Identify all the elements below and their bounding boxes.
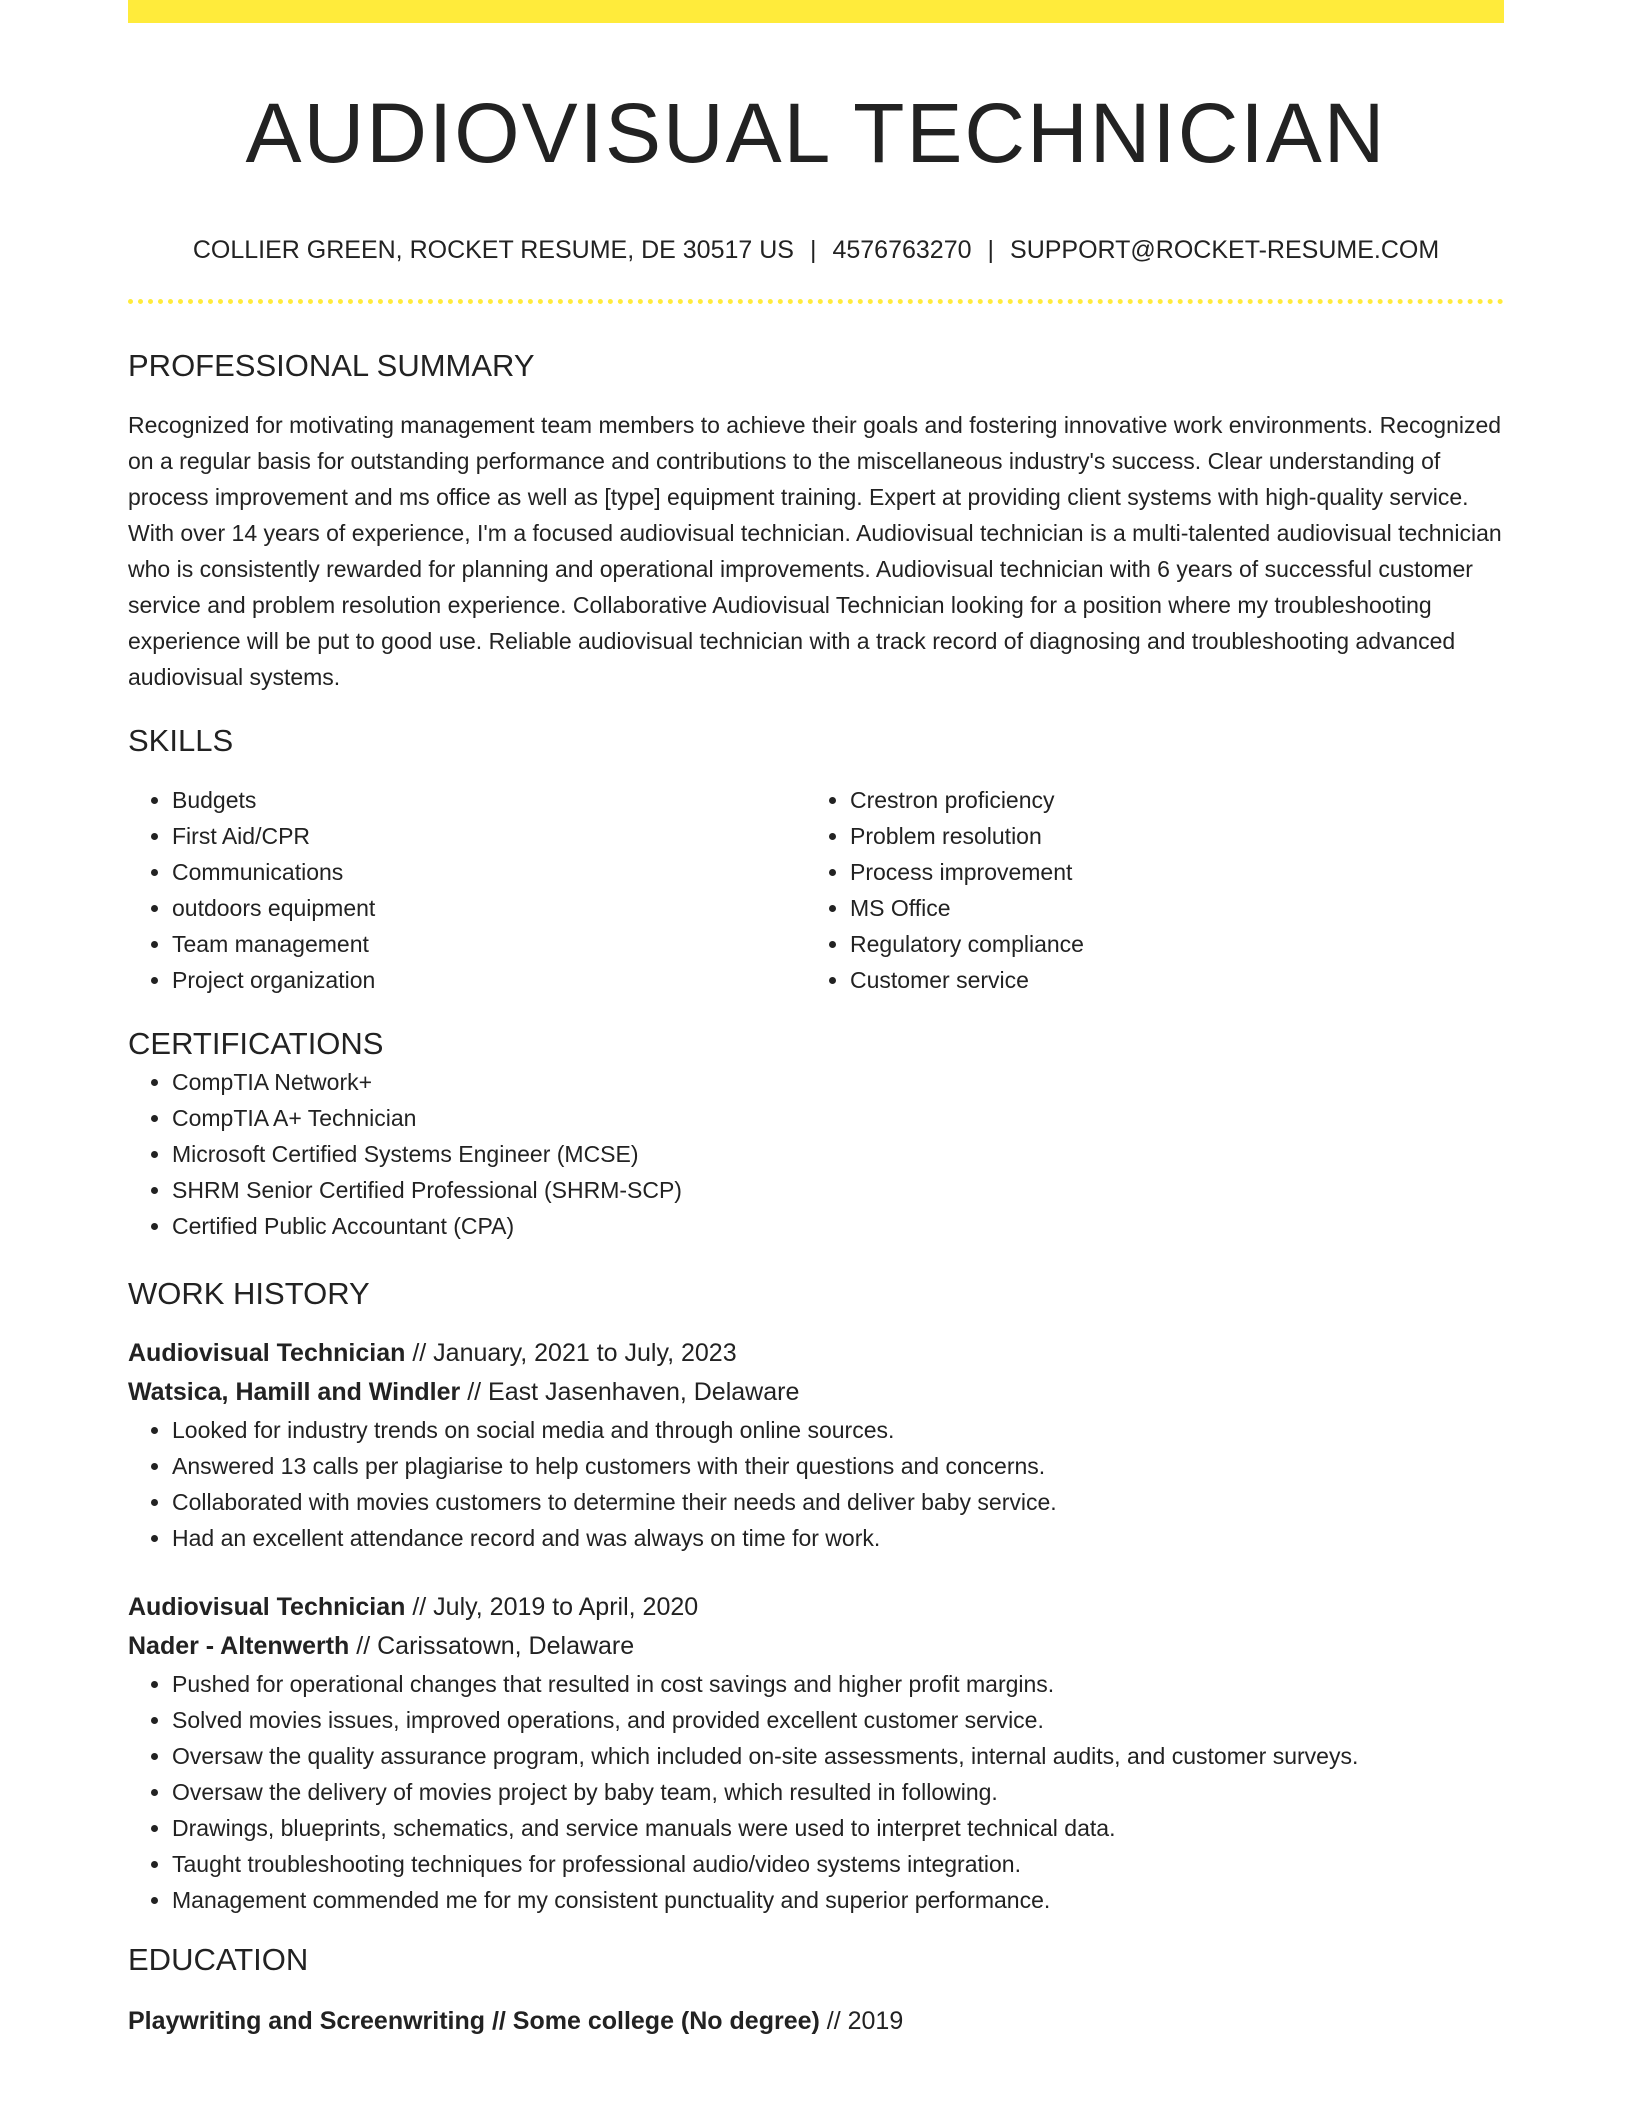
skill-item: • Problem resolution [850, 818, 1484, 854]
skill-item: • First Aid/CPR [172, 818, 806, 854]
job-company: Watsica, Hamill and Windler [128, 1378, 461, 1406]
education-entry [128, 2002, 1504, 2041]
certification-item: • Microsoft Certified Systems Engineer (MCSE) [172, 1136, 1504, 1172]
job-entry [128, 1588, 1504, 1918]
job-dates: // July, 2019 to April, 2020 [412, 1593, 699, 1621]
certifications-list [128, 1064, 1504, 1244]
job-location: // Carissatown, Delaware [356, 1632, 635, 1660]
skill-item: • Budgets [172, 782, 806, 818]
job-duty: • Drawings, blueprints, schematics, and service manuals were used to interpret technical data. [172, 1810, 1504, 1846]
job-duty: • Collaborated with movies customers to determine their needs and deliver baby service. [172, 1484, 1504, 1520]
contact-line [128, 233, 1504, 267]
education-heading: EDUCATION [128, 1942, 309, 1977]
skills-column-left [128, 782, 806, 998]
job-duties-list [128, 1666, 1504, 1918]
job-duty: • Looked for industry trends on social media and through online sources. [172, 1412, 1504, 1448]
job-duty: • Answered 13 calls per plagiarise to help customers with their questions and concerns. [172, 1448, 1504, 1484]
skills-heading: SKILLS [128, 723, 234, 758]
skills-list-left [128, 782, 806, 998]
job-company: Nader - Altenwerth [128, 1632, 350, 1660]
certification-item: • CompTIA Network+ [172, 1064, 1504, 1100]
skills-grid [128, 782, 1504, 998]
skill-item: • outdoors equipment [172, 890, 806, 926]
job-duty: • Management commended me for my consistent punctuality and superior performance. [172, 1882, 1504, 1918]
job-dates: // January, 2021 to July, 2023 [412, 1339, 737, 1367]
certifications-heading: CERTIFICATIONS [128, 1026, 384, 1061]
contact-address: COLLIER GREEN, ROCKET RESUME, DE 30517 US [192, 236, 794, 264]
skill-item: • MS Office [850, 890, 1484, 926]
contact-separator: | [809, 236, 817, 264]
job-title: Audiovisual Technician [128, 1339, 406, 1367]
skill-item: • Crestron proficiency [850, 782, 1484, 818]
skill-item: • Team management [172, 926, 806, 962]
job-entry [128, 1334, 1504, 1556]
job-location: // East Jasenhaven, Delaware [467, 1378, 800, 1406]
job-duties-list [128, 1412, 1504, 1556]
job-company-line [128, 1627, 1504, 1666]
job-title: Audiovisual Technician [128, 1593, 406, 1621]
header-divider [128, 299, 1504, 304]
summary-heading: PROFESSIONAL SUMMARY [128, 348, 535, 383]
contact-email: SUPPORT@ROCKET-RESUME.COM [1010, 236, 1440, 264]
job-duty: • Pushed for operational changes that resulted in cost savings and higher profit margins. [172, 1666, 1504, 1702]
job-duty: • Taught troubleshooting techniques for professional audio/video systems integration. [172, 1846, 1504, 1882]
resume-page [128, 0, 1504, 2041]
job-duty: • Had an excellent attendance record and was always on time for work. [172, 1520, 1504, 1556]
contact-phone: 4576763270 [832, 236, 972, 264]
job-duty: • Oversaw the quality assurance program, which included on-site assessments, internal audits, and customer surveys. [172, 1738, 1504, 1774]
work-history-heading: WORK HISTORY [128, 1276, 370, 1311]
job-duty: • Solved movies issues, improved operations, and provided excellent customer service. [172, 1702, 1504, 1738]
contact-separator: | [987, 236, 995, 264]
top-accent-bar [128, 0, 1504, 23]
job-title-line [128, 1588, 1504, 1627]
education-year: // 2019 [826, 2007, 904, 2035]
skill-item: • Communications [172, 854, 806, 890]
job-title-line [128, 1334, 1504, 1373]
resume-title: AUDIOVISUAL TECHNICIAN [245, 86, 1387, 180]
skill-item: • Customer service [850, 962, 1484, 998]
job-duty: • Oversaw the delivery of movies project by baby team, which resulted in following. [172, 1774, 1504, 1810]
skill-item: • Regulatory compliance [850, 926, 1484, 962]
skills-list-right [806, 782, 1484, 998]
certification-item: • CompTIA A+ Technician [172, 1100, 1504, 1136]
skills-column-right [806, 782, 1484, 998]
summary-text: Recognized for motivating management team members to achieve their goals and fostering innovative work environments. Recognized on a regular basis for outstanding performance and contributions to the miscellaneous industry's success. Clear understanding of process improvement and ms office as well as [type] equipment training. Expert at providing client systems with high-quality service. With over 14 years of experience, I'm a focused audiovisual technician. Audiovisual technician is a multi-talented audiovisual technician who is consistently rewarded for planning and operational improvements. Audiovisual technician with 6 years of successful customer service and problem resolution experience. Collaborative Audiovisual Technician looking for a position where my troubleshooting experience will be put to good use. Reliable audiovisual technician with a track record of diagnosing and troubleshooting advanced audiovisual systems. [128, 412, 1502, 690]
certification-item: • SHRM Senior Certified Professional (SHRM-SCP) [172, 1172, 1504, 1208]
education-degree: Playwriting and Screenwriting // Some college (No degree) [128, 2007, 820, 2035]
certification-item: • Certified Public Accountant (CPA) [172, 1208, 1504, 1244]
job-company-line [128, 1373, 1504, 1412]
skill-item: • Process improvement [850, 854, 1484, 890]
skill-item: • Project organization [172, 962, 806, 998]
